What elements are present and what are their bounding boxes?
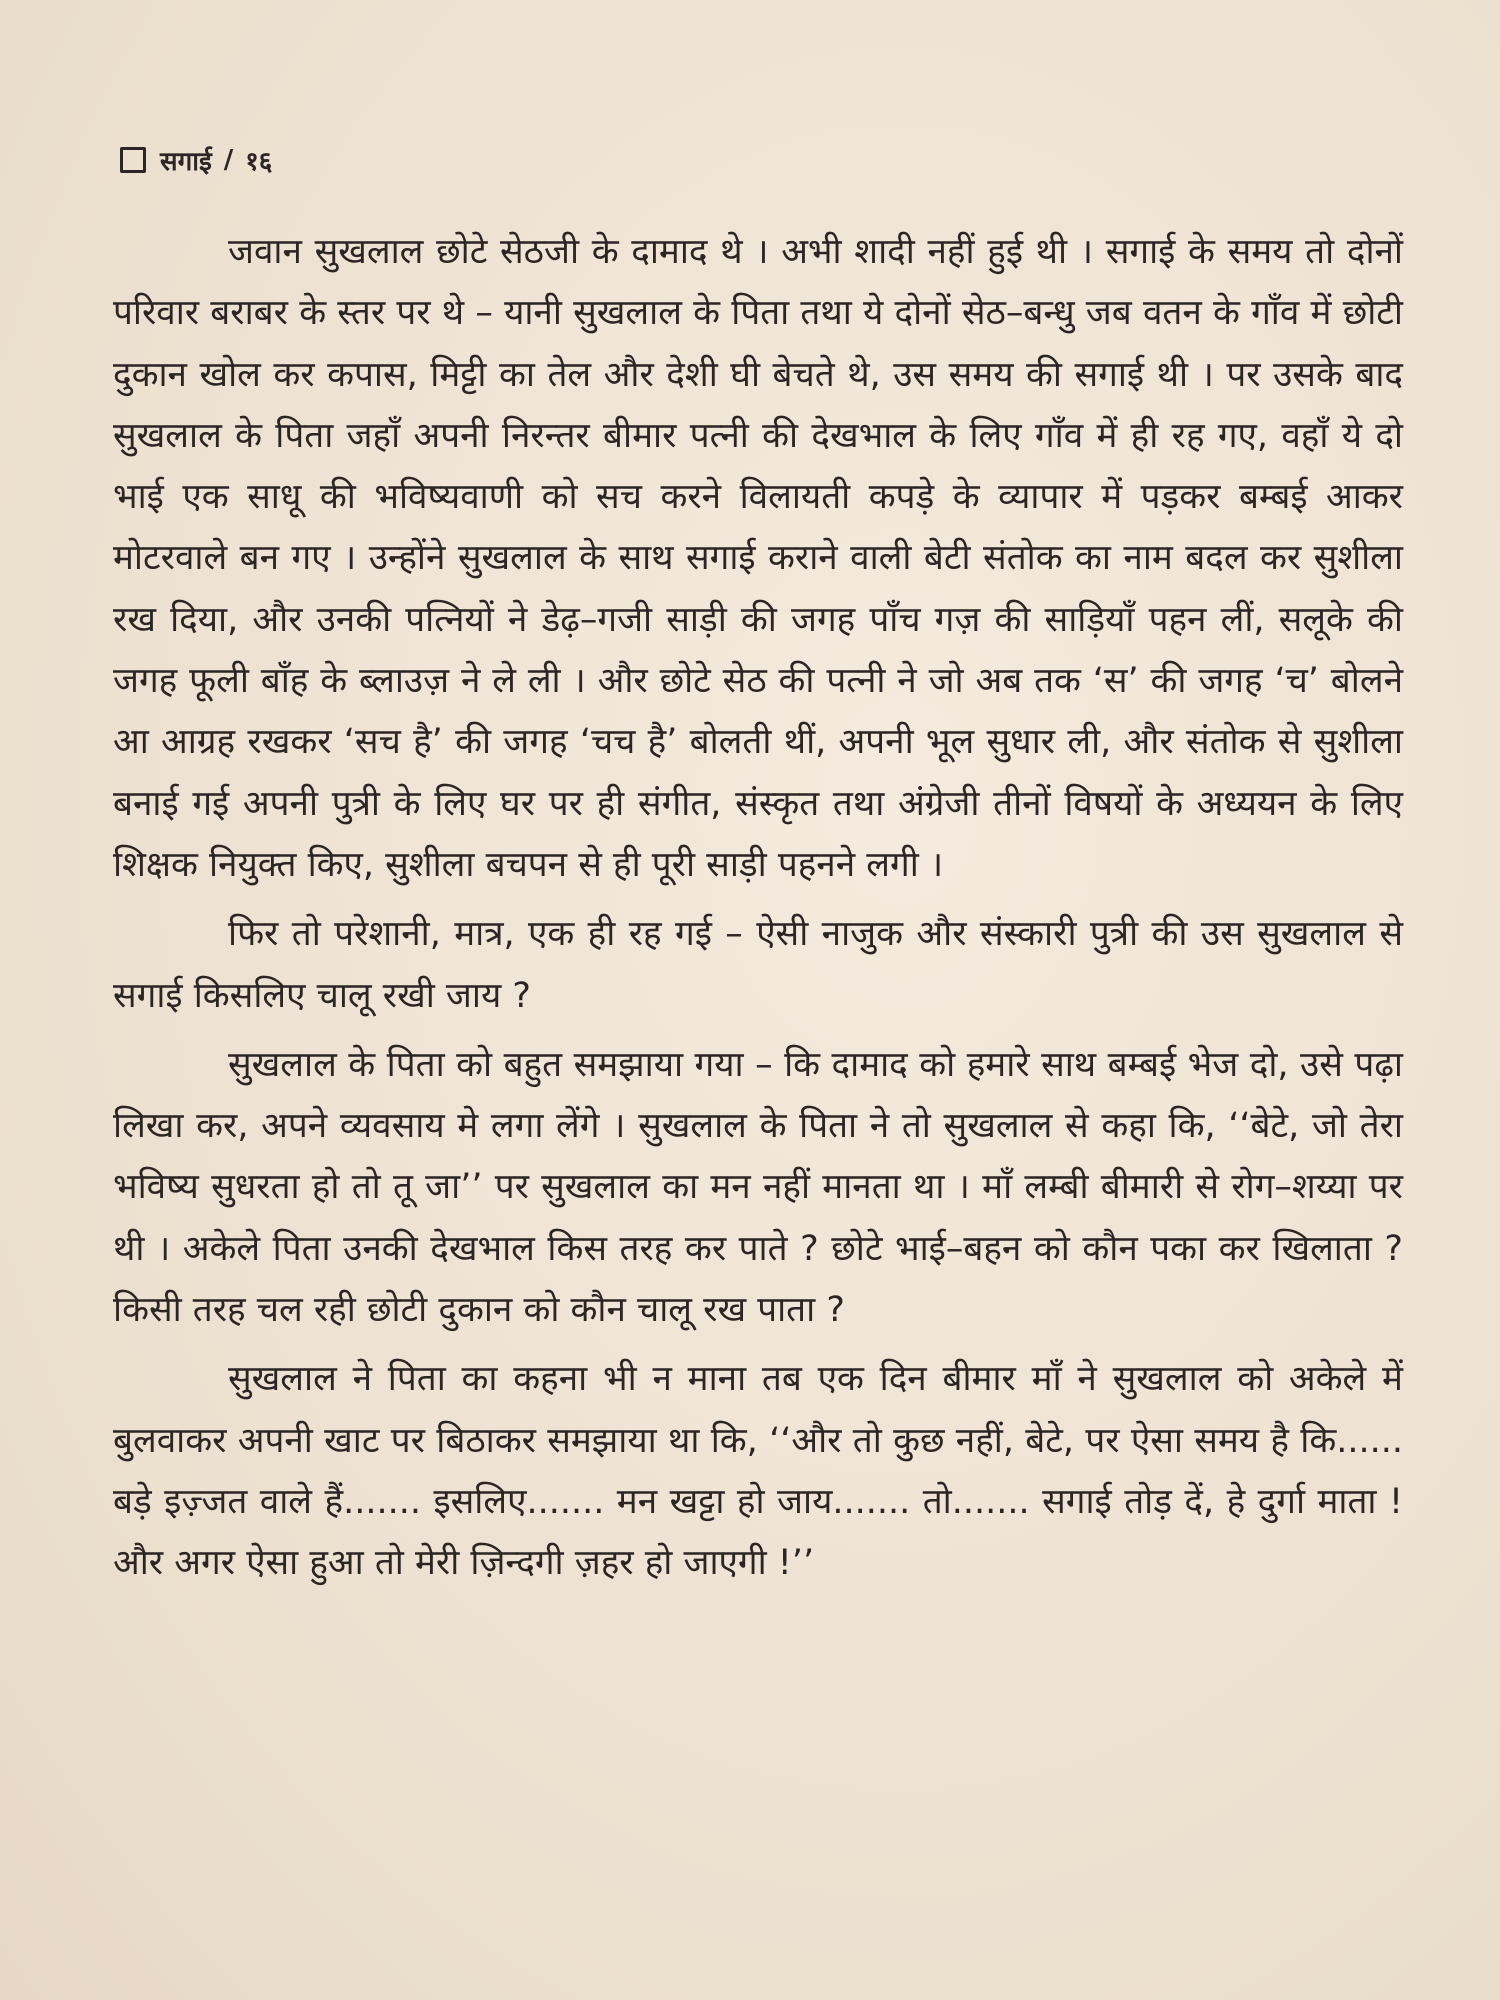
paragraph-2: फिर तो परेशानी, मात्र, एक ही रह गई – ऐसी नाजुक और संस्कारी पुत्री की उस सुखलाल से सगाई किसलिए चालू रखी जाय ?: [113, 914, 1403, 1016]
square-bullet-icon: [120, 147, 146, 173]
section-title: सगाई: [160, 147, 212, 177]
header-separator: /: [223, 145, 234, 175]
body-text: [113, 222, 1403, 1595]
running-head: [120, 142, 272, 178]
paragraph-1: जवान सुखलाल छोटे सेठजी के दामाद थे । अभी शादी नहीं हुई थी । सगाई के समय तो दोनों परिवार बराबर के स्तर पर थे – यानी सुखलाल के पिता तथा ये दोनों सेठ–बन्धु जब वतन के गाँव में छोटी दुकान खोल कर कपास, मिट्टी का तेल और देशी घी बेचते थे, उस समय की सगाई थी । पर उसके बाद सुखलाल के पिता जहाँ अपनी निरन्तर बीमार पत्नी की देखभाल के लिए गाँव में ही रह गए, वहाँ ये दो भाई एक साधू की भविष्यवाणी को सच करने विलायती कपड़े के व्यापार में पड़कर बम्बई आकर मोटरवाले बन गए । उन्होंने सुखलाल के साथ सगाई कराने वाली बेटी संतोक का नाम बदल कर सुशीला रख दिया, और उनकी पत्नियों ने डेढ़–गजी साड़ी की जगह पाँच गज़ की साड़ियाँ पहन लीं, सलूके की जगह फूली बाँह के ब्लाउज़ ने ले ली । और छोटे सेठ की पत्नी ने जो अब तक ‘स’ की जगह ‘च’ बोलने आ आग्रह रखकर ‘सच है’ की जगह ‘चच है’ बोलती थीं, अपनी भूल सुधार ली, और संतोक से सुशीला बनाई गई अपनी पुत्री के लिए घर पर ही संगीत, संस्कृत तथा अंग्रेजी तीनों विषयों के अध्ययन के लिए शिक्षक नियुक्त किए, सुशीला बचपन से ही पूरी साड़ी पहनने लगी ।: [113, 232, 1403, 885]
paragraph-3: सुखलाल के पिता को बहुत समझाया गया – कि दामाद को हमारे साथ बम्बई भेज दो, उसे पढ़ा लिखा कर, अपने व्यवसाय मे लगा लेंगे । सुखलाल के पिता ने तो सुखलाल से कहा कि, ‘‘बेटे, जो तेरा भविष्य सुधरता हो तो तू जा’’ पर सुखलाल का मन नहीं मानता था । माँ लम्बी बीमारी से रोग–शय्या पर थी । अकेले पिता उनकी देखभाल किस तरह कर पाते ? छोटे भाई–बहन को कौन पका कर खिलाता ? किसी तरह चल रही छोटी दुकान को कौन चालू रख पाता ?: [113, 1044, 1403, 1331]
paragraph-4: सुखलाल ने पिता का कहना भी न माना तब एक दिन बीमार माँ ने सुखलाल को अकेले में बुलवाकर अपनी खाट पर बिठाकर समझाया था कि, ‘‘और तो कुछ नहीं, बेटे, पर ऐसा समय है कि...... बड़े इज़्जत वाले हैं....... इसलिए....... मन खट्टा हो जाय....... तो....... सगाई तोड़ दें, हे दुर्गा माता ! और अगर ऐसा हुआ तो मेरी ज़िन्दगी ज़हर हो जाएगी !’’: [113, 1359, 1403, 1584]
page-number: १६: [245, 147, 273, 177]
